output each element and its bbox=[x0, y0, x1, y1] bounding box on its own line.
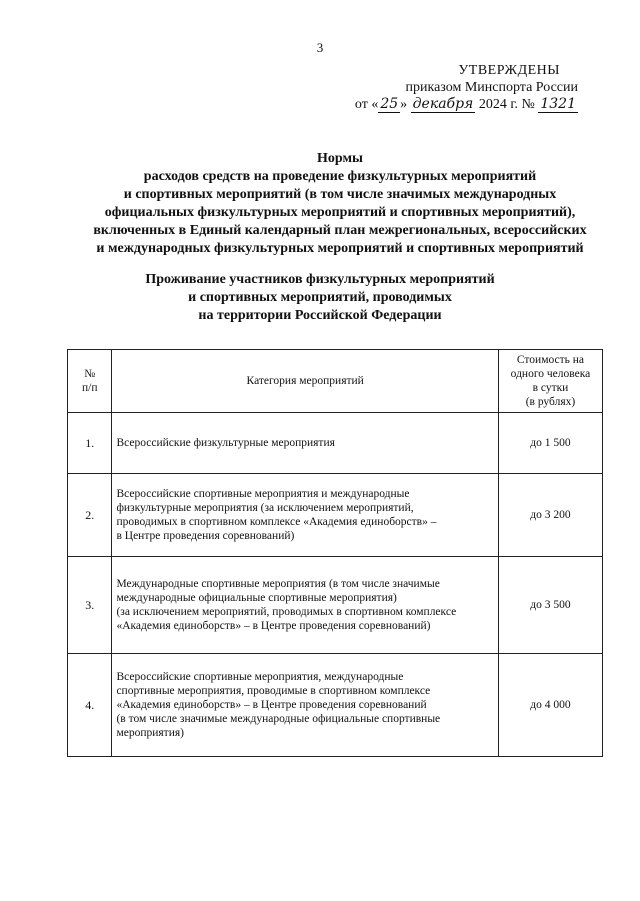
row-category bbox=[112, 413, 498, 474]
category-line: «Академия единоборств» – в Центре проведения соревнований) bbox=[116, 620, 431, 632]
row-number: 4. bbox=[68, 654, 112, 757]
row-cost: до 4 000 bbox=[498, 654, 602, 757]
table-row bbox=[68, 474, 603, 557]
row-category bbox=[112, 474, 498, 557]
row-cost: до 3 200 bbox=[498, 474, 602, 557]
year-text: 2024 г. № bbox=[478, 97, 535, 112]
category-line: Всероссийские спортивные мероприятия, международные bbox=[116, 671, 404, 683]
category-line: «Академия единоборств» – в Центре проведения соревнований bbox=[116, 699, 427, 711]
category-line: спортивные мероприятия, проводимые в спортивном комплексе bbox=[116, 685, 431, 697]
title-line: и спортивных мероприятий (в том числе значимых международных bbox=[123, 187, 557, 202]
category-line: (за исключением мероприятий, проводимых в спортивном комплексе bbox=[116, 606, 457, 618]
header-category: Категория мероприятий bbox=[112, 350, 498, 413]
section-title-line: на территории Российской Федерации bbox=[198, 308, 442, 323]
category-line: проводимых в спортивном комплексе «Академия единоборств» – bbox=[116, 516, 437, 528]
category-line: физкультурные мероприятия (за исключением мероприятий, bbox=[116, 502, 414, 514]
title-line: официальных физкультурных мероприятий и спортивных мероприятий), bbox=[104, 205, 576, 220]
category-line: мероприятия) bbox=[116, 727, 184, 739]
date-prefix: от « bbox=[354, 97, 379, 112]
header-cost-line: в сутки bbox=[532, 382, 569, 394]
title-line: и международных физкультурных мероприятий и спортивных мероприятий bbox=[96, 241, 584, 256]
category-line: (в том числе значимые международные официальные спортивные bbox=[116, 713, 441, 725]
approval-stamp bbox=[318, 62, 578, 113]
row-cost: до 3 500 bbox=[498, 557, 602, 654]
header-cost-line: одного человека bbox=[510, 368, 591, 380]
row-cost: до 1 500 bbox=[498, 413, 602, 474]
row-number: 2. bbox=[68, 474, 112, 557]
date-quote-close: » bbox=[400, 97, 408, 112]
category-line: Международные спортивные мероприятия (в том числе значимые bbox=[116, 578, 440, 590]
approval-date-line bbox=[318, 96, 578, 113]
title-line: включенных в Единый календарный план межрегиональных, всероссийских bbox=[93, 223, 587, 238]
table-row bbox=[68, 413, 603, 474]
handwritten-month: декабря bbox=[412, 96, 474, 112]
header-cost-line: (в рублях) bbox=[525, 396, 576, 408]
row-category bbox=[112, 654, 498, 757]
title-line: расходов средств на проведение физкультурных мероприятий bbox=[143, 169, 537, 184]
category-line: международные официальные спортивные мероприятия) bbox=[116, 592, 397, 604]
table-row bbox=[68, 654, 603, 757]
row-number: 3. bbox=[68, 557, 112, 654]
section-title bbox=[80, 271, 560, 325]
header-number bbox=[68, 350, 112, 413]
category-line: в Центре проведения соревнований) bbox=[116, 530, 295, 542]
table-header-row bbox=[68, 350, 603, 413]
title-line: Нормы bbox=[317, 151, 363, 166]
section-title-line: Проживание участников физкультурных мероприятий bbox=[145, 272, 495, 287]
document-title bbox=[60, 150, 620, 258]
header-cost bbox=[498, 350, 602, 413]
header-cost-line: Стоимость на bbox=[516, 354, 585, 366]
table-row bbox=[68, 557, 603, 654]
section-title-line: и спортивных мероприятий, проводимых bbox=[188, 290, 452, 305]
category-line: Всероссийские спортивные мероприятия и международные bbox=[116, 488, 410, 500]
category-line: Всероссийские физкультурные мероприятия bbox=[116, 437, 335, 449]
handwritten-order-number: 1321 bbox=[540, 96, 576, 112]
norms-table bbox=[67, 349, 603, 757]
approval-order-line: приказом Минспорта России bbox=[405, 80, 578, 95]
header-number-line: п/п bbox=[81, 382, 98, 394]
row-number: 1. bbox=[68, 413, 112, 474]
row-category bbox=[112, 557, 498, 654]
page-number: 3 bbox=[316, 40, 324, 55]
header-number-line: № bbox=[84, 368, 96, 380]
approval-title: УТВЕРЖДЕНЫ bbox=[458, 63, 560, 78]
handwritten-day: 25 bbox=[380, 96, 399, 112]
